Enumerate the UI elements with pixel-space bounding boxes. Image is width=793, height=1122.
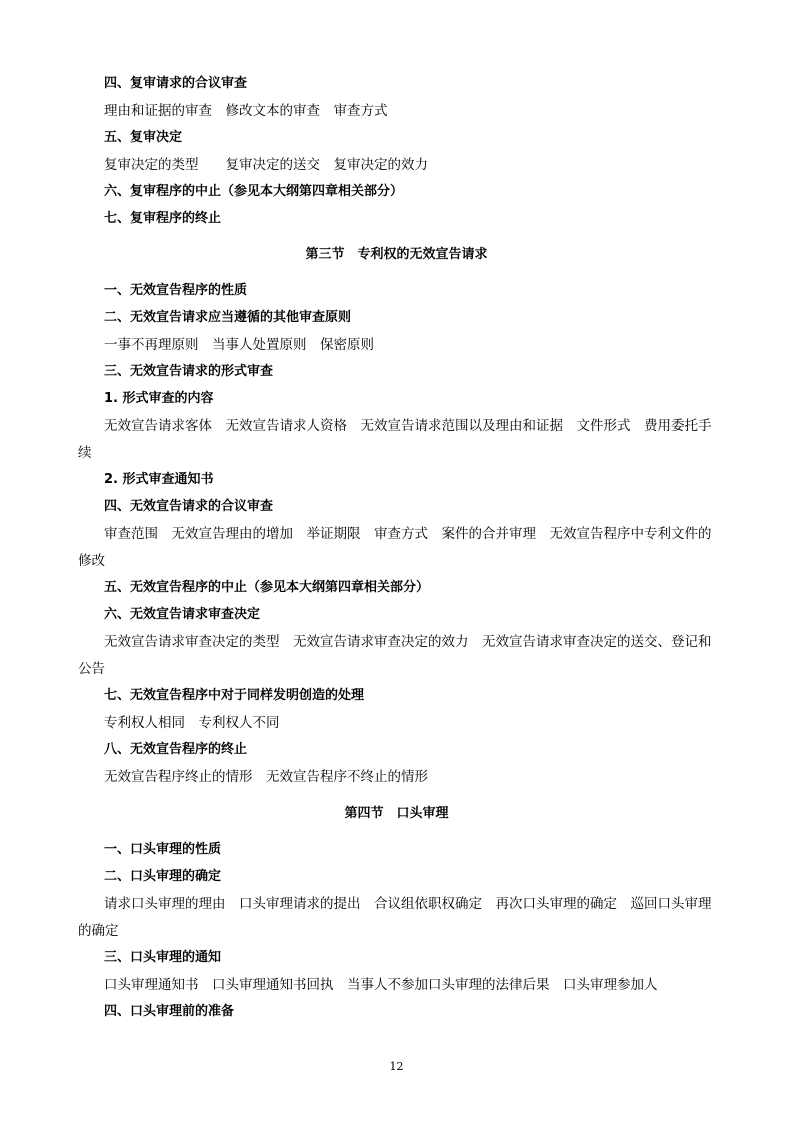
heading-invalidation-decision: 六、无效宣告请求审查决定 <box>104 607 261 622</box>
text-formal-content: 无效宣告请求客体 无效宣告请求人资格 无效宣告请求范围以及理由和证据 文件形式 费用委托手续 <box>78 418 712 461</box>
heading-oral-preparation: 四、口头审理前的准备 <box>104 1004 235 1019</box>
heading-invalidation-nature: 一、无效宣告程序的性质 <box>104 283 248 298</box>
heading-same-invention: 七、无效宣告程序中对于同样发明创造的处理 <box>104 688 365 703</box>
text-collegial-items: 审查范围 无效宣告理由的增加 举证期限 审查方式 案件的合并审理 无效宣告程序中专利文件的修改 <box>78 526 712 569</box>
text-same-invention: 专利权人相同 专利权人不同 <box>104 715 280 731</box>
text-principles: 一事不再理原则 当事人处置原则 保密原则 <box>104 337 374 353</box>
heading-oral-notice: 三、口头审理的通知 <box>104 950 222 965</box>
heading-review-collegial: 四、复审请求的合议审查 <box>104 76 248 91</box>
heading-formal-examination: 三、无效宣告请求的形式审查 <box>104 364 274 379</box>
subheading-formal-content: 1. 形式审查的内容 <box>104 391 214 406</box>
heading-oral-nature: 一、口头审理的性质 <box>104 842 222 857</box>
heading-invalidation-termination: 八、无效宣告程序的终止 <box>104 742 248 757</box>
section-title-3: 第三节 专利权的无效宣告请求 <box>305 247 488 262</box>
text-oral-determination: 请求口头审理的理由 口头审理请求的提出 合议组依职权确定 再次口头审理的确定 巡回口头审理的确定 <box>78 896 712 939</box>
heading-review-decision: 五、复审决定 <box>104 130 183 145</box>
heading-invalidation-suspension: 五、无效宣告程序的中止（参见本大纲第四章相关部分） <box>104 580 430 595</box>
section-title-4: 第四节 口头审理 <box>344 806 449 821</box>
heading-review-suspension: 六、复审程序的中止（参见本大纲第四章相关部分） <box>104 184 404 199</box>
heading-invalidation-collegial: 四、无效宣告请求的合议审查 <box>104 499 274 514</box>
text-decision-items-2: 无效宣告请求审查决定的类型 无效宣告请求审查决定的效力 无效宣告请求审查决定的送交、登记和公告 <box>78 634 712 677</box>
heading-oral-determination: 二、口头审理的确定 <box>104 869 222 884</box>
heading-review-termination: 七、复审程序的终止 <box>104 211 222 226</box>
text-oral-notice: 口头审理通知书 口头审理通知书回执 当事人不参加口头审理的法律后果 口头审理参加人 <box>104 977 658 993</box>
page-number: 12 <box>389 1060 404 1073</box>
text-termination-items: 无效宣告程序终止的情形 无效宣告程序不终止的情形 <box>104 769 428 785</box>
text-review-items: 理由和证据的审查 修改文本的审查 审查方式 <box>104 103 388 119</box>
heading-other-principles: 二、无效宣告请求应当遵循的其他审查原则 <box>104 310 352 325</box>
subheading-formal-notice: 2. 形式审查通知书 <box>104 472 214 487</box>
text-decision-items: 复审决定的类型 复审决定的送交 复审决定的效力 <box>104 157 428 173</box>
